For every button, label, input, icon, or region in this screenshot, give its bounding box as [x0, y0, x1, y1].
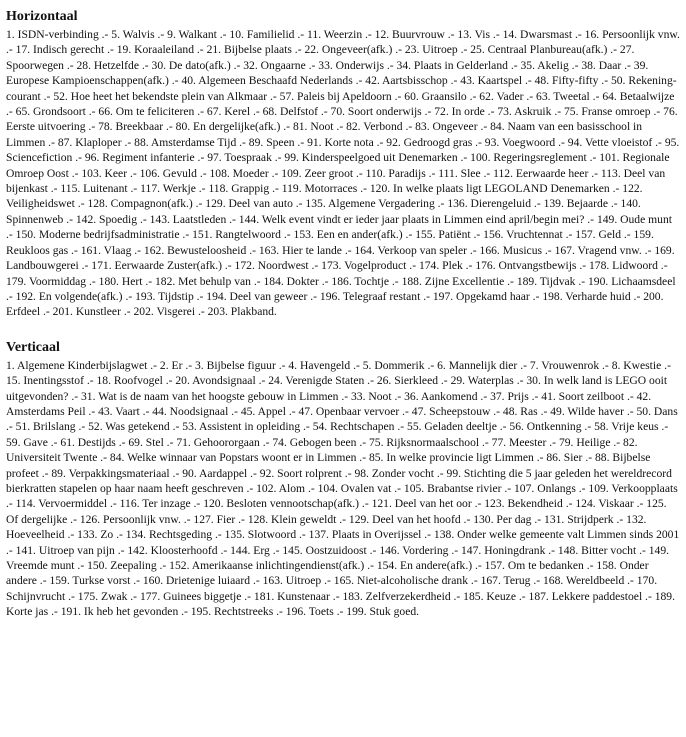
- vertical-heading: Verticaal: [6, 339, 60, 355]
- vertical-clues: 1. Algemene Kinderbijslagwet .- 2. Er .- 3. Bijbelse figuur .- 4. Havengeld .- 5. Dommerik .- 6. Mannelijk dier .- 7. Vrouwenrok .- 8. Kwestie .- 15. Inentingsstof .- 18. Roofvogel .- 20. Avondsignaal .- 24. Verenigde Staten .- 26. Sierkleed .- 29. Waterplas .- 30. In welk land is LEGO ooit uitgevonden? .- 31. Wat is de naam van het hoogste gebouw in Limmen .- 33. Noot .- 36. Aankomend .- 37. Prijs .- 41. Soort zeilboot .- 42. Amsterdams Peil .- 43. Vaart .- 44. Noodsignaal .- 45. Appel .- 47. Openbaar vervoer .- 47. Scheepstouw .- 48. Ras .- 49. Wilde haver .- 50. Dans .- 51. Brilslang .- 52. Was getekend .- 53. Assistent in opleiding .- 54. Rechtschapen .- 55. Geladen deeltje .- 56. Ontkenning .- 58. Vrije keus .- 59. Gave .- 61. Destijds .- 69. Stel .- 71. Gehoororgaan .- 74. Gebogen been .- 75. Rijksnormaalschool .- 77. Meester .- 79. Heilige .- 82. Universiteit Twente .- 84. Welke winnaar van Popstars woont er in Limmen .- 85. In welke provincie ligt Limmen .- 86. Sier .- 88. Bijbelse profeet .- 89. Verpakkingsmateriaal .- 90. Aardappel .- 92. Soort rolprent .- 98. Zonder vocht .- 99. Stichting die 5 jaar geleden het wereldrecord bierkratten stapelen op haar naam heeft geschreven .- 102. Alom .- 104. Ovalen vat .- 105. Brabantse rivier .- 107. Onlangs .- 109. Verkoopplaats .- 114. Vervoermiddel .- 116. Ter inzage .- 120. Besloten vennootschap(afk.) .- 121. Deel van het oor .- 123. Bekendheid .- 124. Viskaar .- 125. Of dergelijke .- 126. Persoonlijk vnw. .- 127. Fier .- 128. Klein geweldt .- 129. Deel van het hoofd .- 130. Per dag .- 131. Strijdperk .- 132. Hoeveelheid .- 133. Zo .- 134. Rechtsgeding .- 135. Slotwoord .- 137. Plaats in Overijssel .- 138. Onder welke gemeente valt Limmen sinds 2001 .- 141. Uitroep van pijn .- 142. Kloosterhoofd .- 144. Erg .- 145. Oostzuidoost .- 146. Vordering .- 147. Honingdrank .- 148. Bitter vocht .- 149. Vreemde munt .- 150. Zeepaling .- 152. Amerikaanse inlichtingendienst(afk.) .- 154. En andere(afk.) .- 157. Om te bedanken .- 158. Onder andere .- 159. Turkse vorst .- 160. Drietenige luiaard .- 163. Uitroep .- 165. Niet-alcoholische drank .- 167. Terug .- 168. Wereldbeeld .- 170. Schijnvrucht .- 175. Zwak .- 177. Guinees biggetje .- 181. Kunstenaar .- 183. Zelfverzekerdheid .- 185. Keuze .- 187. Lekkere paddestoel .- 189. Korte jas .- 191. Ik heb het gevonden .- 195. Rechtstreeks .- 196. Toets .- 199. Stuk goed.: [6, 358, 680, 619]
- section-spacer: [6, 320, 680, 339]
- horizontal-heading: Horizontaal: [6, 9, 78, 24]
- horizontal-clues: 1. ISDN-verbinding .- 5. Walvis .- 9. Walkant .- 10. Familielid .- 11. Weerzin .- 12. Buurvrouw .- 13. Vis .- 14. Dwarsmast .- 16. Persoonlijk vnw. .- 17. Indisch gerecht .- 19. Koraaleiland .- 21. Bijbelse plaats .- 22. Ongeveer(afk.) .- 23. Uitroep .- 25. Centraal Planbureau(afk.) .- 27. Spoorwegen .- 28. Hetzelfde .- 30. De dato(afk.) .- 32. Ongaarne .- 33. Onderwijs .- 34. Plaats in Gelderland .- 35. Akelig .- 38. Daar .- 39. Europese Kampioenschappen(afk.) .- 40. Algemeen Beschaafd Nederlands .- 42. Aartsbisschop .- 43. Kaartspel .- 48. Fifty-fifty .- 50. Rekening-courant .- 52. Hoe heet het bekendste plein van Alkmaar .- 57. Paleis bij Apeldoorn .- 60. Graansilo .- 62. Vader .- 63. Tweetal .- 64. Betaalwijze .- 65. Grondsoort .- 66. Om te feliciteren .- 67. Kerel .- 68. Delfstof .- 70. Soort onderwijs .- 72. In orde .- 73. Askruik .- 75. Franse omroep .- 76. Eerste uitvoering .- 78. Breekbaar .- 80. En dergelijke(afk.) .- 81. Noot .- 82. Verbond .- 83. Ongeveer .- 84. Naam van een basisschool in Limmen .- 87. Klaploper .- 88. Amsterdamse Tijd .- 89. Speen .- 91. Korte nota .- 92. Gedroogd gras .- 93. Voegwoord .- 94. Vette vloeistof .- 95. Sciencefiction .- 96. Regiment infanterie .- 97. Toespraak .- 99. Kinderspeelgoed uit Denemarken .- 100. Regeringsreglement .- 101. Regionale Omroep Oost .- 103. Keer .- 106. Gevuld .- 108. Moeder .- 109. Zeer groot .- 110. Paradijs .- 111. Slee .- 112. Eerwaarde heer .- 113. Deel van bijenkast .- 115. Luitenant .- 117. Werkje .- 118. Grappig .- 119. Motorraces .- 120. In welke plaats ligt LEGOLAND Denemarken .- 122. Veiligheidswet .- 128. Compagnon(afk.) .- 129. Deel van auto .- 135. Algemene Vergadering .- 136. Dierengeluid .- 139. Bejaarde .- 140. Spinnenweb .- 142. Spoedig .- 143. Laatstleden .- 144. Welk event vindt er ieder jaar plaats in Limmen eind april/begin mei? .- 149. Oude munt .- 150. Moderne bedrijfsadministratie .- 151. Rangtelwoord .- 153. Een en ander(afk.) .- 155. Patiënt .- 156. Vruchtennat .- 157. Geld .- 159. Reukloos gas .- 161. Vlaag .- 162. Bewusteloosheid .- 163. Hier te lande .- 164. Verkoop van speler .- 166. Musicus .- 167. Vragend vnw. .- 169. Landbouwgerei .- 171. Eerwaarde Zuster(afk.) .- 172. Noordwest .- 173. Vogelproduct .- 174. Plek .- 176. Ontvangstbewijs .- 178. Lidwoord .- 179. Voormiddag .- 180. Hert .- 182. Met behulp van .- 184. Dokter .- 186. Tochtje .- 188. Zijne Excellentie .- 189. Tijdvak .- 190. Lichaamsdeel .- 192. En volgende(afk.) .- 193. Tijdstip .- 194. Deel van geweer .- 196. Telegraaf restant .- 197. Opgekamd haar .- 198. Verharde huid .- 200. Erfdeel .- 201. Kunstleer .- 202. Visgerei .- 203. Plakband.: [6, 28, 680, 319]
